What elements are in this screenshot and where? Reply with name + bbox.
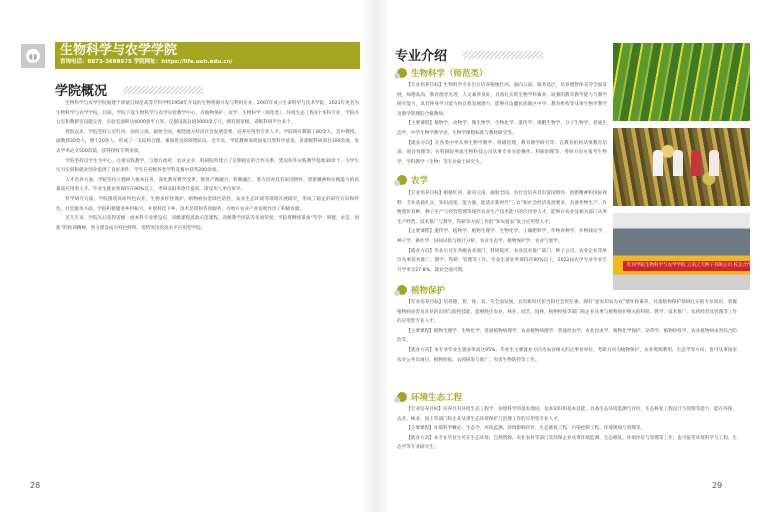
person-figure	[709, 150, 719, 176]
majors-heading	[395, 45, 543, 64]
paragraph: 【主要课程】环境科学概论、生态学、环境监测、环境影响评价、生态修复工程、污染控制工程、环境规划与管理等。	[406, 426, 646, 432]
overview-heading	[55, 80, 203, 99]
major-text-biology	[397, 81, 607, 169]
major-heading-biology	[397, 67, 488, 79]
person-figure	[653, 150, 663, 176]
paragraph: 【专业培养目标】生物科学专业旨在培养根植红河、面向云南、服务基层，培养德智体美劳全面发展，师德高尚、教育理念先进、人文素养良好，具备扎实的生物学科素养、较强的教育教学能力与教学研究能力，具有终身学习能力和自我发展潜力，能够在边疆民族地区中学、教育机构等从事生物学教学及教学管理的合格教师。	[397, 83, 607, 117]
bullet-icon	[397, 68, 407, 78]
major-name: 环境生态工程	[411, 393, 463, 403]
greenhouse-photo	[613, 43, 750, 121]
paragraph: 【就业方向】在各类中学从事生物学教学、班级管理、教育教学研究等；在教育机构从事教育培训、项目管理等；在科研院所或生物科技公司从事专业实验操作、科研助理等。考研方向可报考生物学、学科教学（生物）等专业硕士研究生。	[397, 140, 607, 165]
hatch-divider	[463, 51, 543, 59]
group-photo-banner: 红河学院生物科学与农学学院 云南云天种子有限公司 校企合作实习基地	[623, 261, 750, 271]
paragraph: 科学研究方面，学院围绕高原特色农业、生物多样性保护、植物病虫害绿色防控、农业生态环境等领域开展研究，形成了稳定的研究方向和特色。社会服务方面，学院积极服务乡村振兴，开展科技下乡、技术培训和咨询服务，为地方农业产业发展作出了积极贡献。	[56, 196, 359, 212]
paragraph: 【主要课程】遗传学、植物学、植物生理学、生物化学、土壤肥料学、作物育种学、作物栽培学、种子学、耕作学、田间试验与统计分析、农业生态学、植物保护学、农业气象学。	[397, 229, 607, 244]
major-text-agronomy	[397, 189, 607, 276]
paragraph: 【主要课程】植物生理学、生物化学、普通植物病理学、农业植物病理学、普通昆虫学、农业昆虫学、植物化学保护、杂草学、植物检疫学、农业植物病虫害综合防治等。	[397, 328, 737, 344]
paragraph: 【就业方向】毕业后可在各级农业部门、科研院所、农业技术推广部门、种子公司、农业企业等单位从事技术推广、教学、科研、管理等工作。毕业生就业率保持在90%以上，2022届农学专业毕业生升学率为27.8%，就业全面可期。	[397, 248, 607, 273]
person-figure	[691, 150, 701, 176]
corn-field-photo	[613, 128, 750, 206]
paragraph: 【主要课程】植物学、动物学、微生物学、生物化学、遗传学、细胞生物学、分子生物学、普通生态学、中学生物学教学论、生物学课程标准与教材研究等。	[397, 121, 607, 136]
major-heading-plant-protection	[397, 284, 445, 296]
paragraph: 【专业培养目标】培养德、智、体、美、劳全面发展，具有新时代担当和社会责任感，拥有“爱农知农为农”情怀和素养，具备植物保护领域扎实的专业知识，掌握植物病虫害及杂草的识别与防控技能，能够胜任农业、林业、园艺、园林、植物检疫等部门和企业从事与植物保护相关的科研、教学、技术推广、农药经营及管理等工作的应用型专业人才。	[397, 300, 737, 325]
bullet-icon	[397, 175, 407, 185]
bullet-icon	[397, 285, 407, 295]
overview-text	[56, 99, 359, 477]
college-header-band	[55, 42, 360, 69]
major-text-plant-protection	[397, 298, 737, 385]
college-contact: 咨询电话：0873-3698575 学院网址：https://life.uoh.edu.cn/	[60, 59, 233, 65]
paragraph: 近几年来，学院先后获得省级一流本科专业建设点、省级课程思政示范课程、省级教学团队等多项荣誉。学院将继续秉承“笃学、明德、求是、创新”的校训精神，努力建设成为特色鲜明、优势突出的高水平应用型学院。	[56, 216, 359, 231]
group-photo	[613, 213, 769, 290]
paragraph: 【就业方向】本专业毕业生可在生态环境、自然资源、农业农村等部门及环保企业从事环境监测、生态修复、环境评价与管理等工作，也可报考环境科学与工程、生态学等专业研究生。	[397, 435, 737, 451]
major-heading-agronomy	[397, 174, 428, 186]
left-page	[0, 0, 375, 512]
page-number: 29	[712, 481, 723, 490]
overview-title: 学院概况	[55, 84, 108, 99]
page-fold-shadow	[375, 0, 389, 512]
major-text-eco-engineering	[397, 405, 737, 465]
paragraph: 建院以来，学院坚持立足红河、面向云南、辐射全国，围绕地方经济社会发展需要，培养应用型专业人才。学院现有教职工80余人，其中教授、副教授30余人，博士20余人，形成了一支结构合理、素质优良的师资队伍。近年来，学院教师承担国家自然科学基金、省部级科研项目100余项，发表学术论文500余篇，获得授权专利多项。	[56, 129, 359, 154]
paragraph: 生物科学与农学学院始建于原蒙自师范高等专科学校1958年开设的生物资源开发与利用专业，2007年成立生命科学与技术学院，2021年更名为生物科学与农学学院。目前，学院下设生物科学与农学实验教学中心，有植物保护、农学、生物科学（师范类）、环境生态工程4个本科专业，学院办公室和教研室设施完善，实验室面积达4000余平方米，仪器设备总值5000余万元，拥有国家级、省级科研平台多个。	[56, 101, 359, 126]
hatch-divider	[123, 86, 203, 94]
right-page	[375, 0, 769, 512]
paragraph: 人才培养方面，学院坚持立德树人根本任务，深化教育教学改革，推进产教融合、科教融汇，着力培养具有家国情怀、创新精神和实践能力的高素质应用型人才。毕业生就业率保持在90%以上，考研录取率逐年提高，深受用人单位好评。	[56, 177, 359, 193]
bullet-icon	[397, 392, 407, 402]
page-fold-shadow	[361, 0, 375, 512]
page-number: 28	[30, 481, 41, 490]
person-figure	[673, 150, 683, 176]
paragraph: 【就业方向】本专业毕业生就业率高达95%，毕业生主要就业方向为农业相关的企事业单位，考研方向为植物保护、农业资源利用、生态学等方向；也可从事国家农业公务员岗位、植物检疫、农药研发与推广、有害生物防控等工作。	[397, 347, 737, 363]
major-name: 植物保护	[411, 286, 446, 296]
paragraph: 【专业培养目标】根植红河、面向云南、辐射全国，为社会培养具有爱国情怀、创新精神和国际视野，专业基础扎实、知识面宽、能力强，能适应新时代“三农”和社会经济发展要求，具备作物生产、作物遗传育种、种子生产与经营管理等现代农业生产技术能力的应用型人才，能够在农业及相关部门从事生产经营、技术推广与教学、科研等方面工作的“知农爱农”复合应用型人才。	[397, 191, 607, 225]
college-name: 生物科学与农学学院	[60, 43, 178, 58]
major-name: 农学	[411, 176, 429, 186]
major-name: 生物科学（师范类）	[411, 69, 488, 79]
major-heading-eco-engineering	[397, 391, 462, 403]
paragraph: 【专业培养目标】培养具有环境生态工程学、环境科学的基本理论、基本知识和基本技能，具备生态环境监测与评价、生态修复工程设计与管理等能力，能在环保、农业、林业、国土等部门和企业从事生态环境保护与治理工作的应用型专业人才。	[397, 407, 737, 422]
college-logo-icon: ◖◗	[21, 44, 45, 68]
majors-title: 专业介绍	[395, 49, 448, 64]
paragraph: 学院坚持以学生为中心，注重实践教学，与地方政府、农业企业、科研院所建立了长期稳定的合作关系，建设校外实践教学基地30余个，为学生实习实训和就业创业提供了良好条件。学生在各级各类学科竞赛中获奖200余项。	[56, 158, 359, 174]
